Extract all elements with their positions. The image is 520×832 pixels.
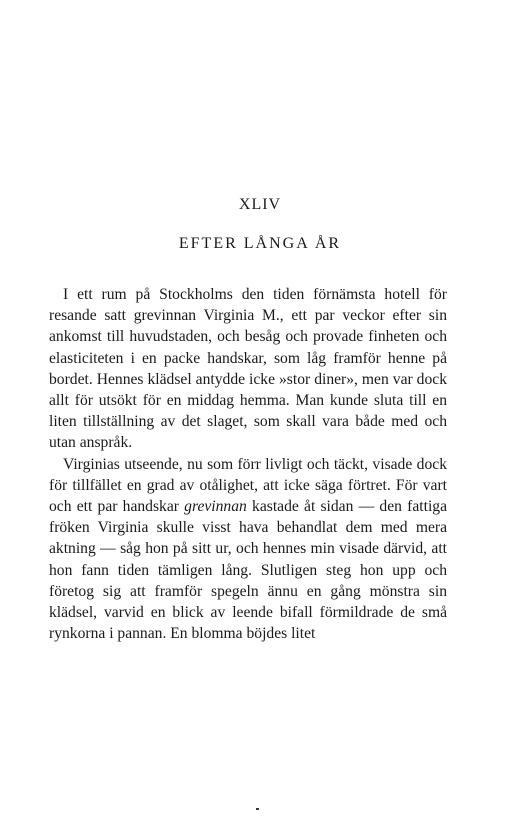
printer-mark bbox=[256, 808, 259, 810]
paragraph-2 bbox=[49, 454, 447, 645]
paragraph-1-text: I ett rum på Stockholms den tiden förnämsta hotell för resande satt grevinnan Virginia M., ett par veckor efter sin ankomst till huvudstaden, och besåg och provade finheten och elasticiteten i en packe handskar, som låg framför henne på bordet. Hennes klädsel antydde icke »stor diner», men var dock allt för utsökt för en middag hemma. Man kunde sluta till en liten tillställning av det slaget, som skall vara både med och utan anspråk. bbox=[49, 286, 447, 452]
paragraph-2-text-a: Virginias utseende, nu som förr livligt och täckt, visade dock för tillfället en grad av otålighet, att icke säga förtret. För vart och ett par handskar bbox=[49, 455, 447, 516]
chapter-title: EFTER LÅNGA ÅR bbox=[178, 235, 342, 252]
paragraph-2-text-b: kastade åt sidan — den fattiga fröken Virginia skulle visst hava behandlat dem med mera aktning — såg hon på sitt ur, och hennes min visade därvid, att hon fann tiden tämligen lång. Slutligen steg hon upp och företog sig att framför spegeln ännu en gång mönstra sin klädsel, varvid en blick av leende bifall förmildrade de små rynkorna i pannan. En blomma böjdes litet bbox=[49, 498, 447, 643]
body-text bbox=[49, 284, 447, 644]
paragraph-1 bbox=[49, 284, 447, 454]
chapter-number: XLIV bbox=[238, 196, 282, 213]
paragraph-2-italic-word: grevinnan bbox=[184, 498, 247, 516]
